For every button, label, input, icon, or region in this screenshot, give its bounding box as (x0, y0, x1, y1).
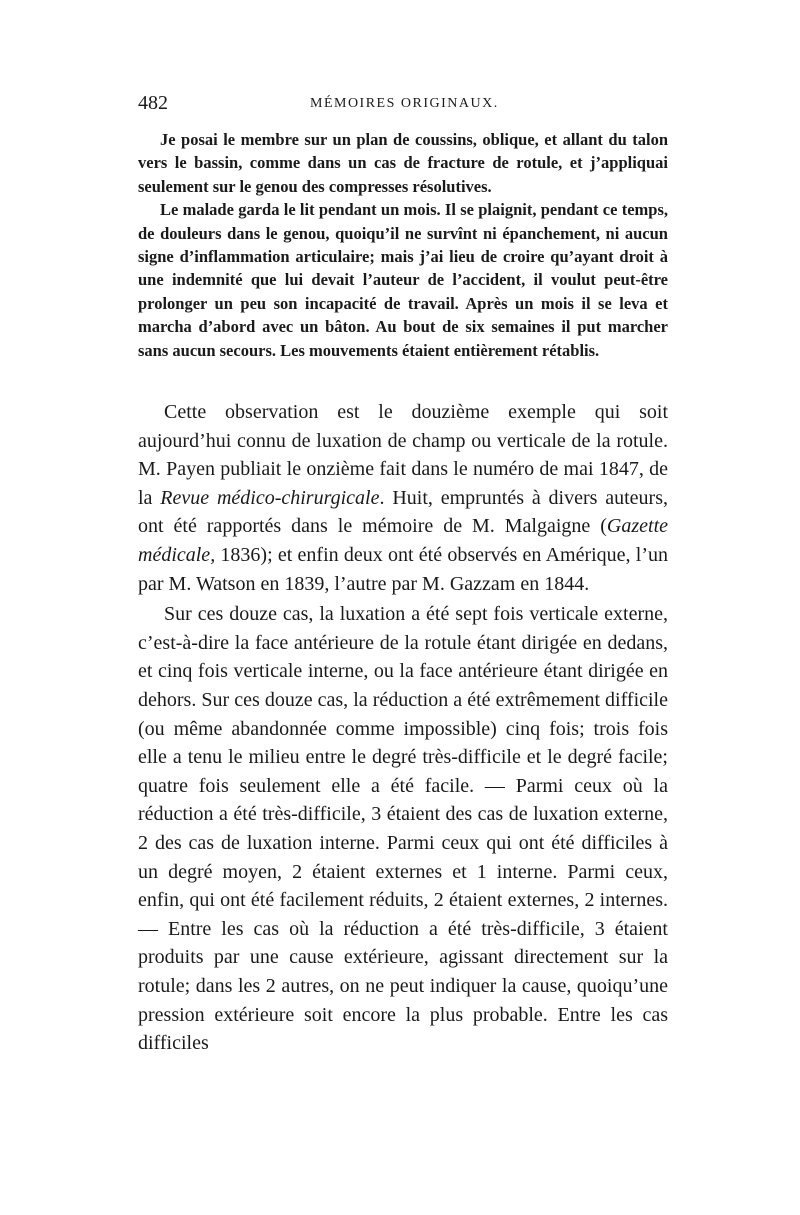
discussion-paragraph-1-part-b: . Huit, empruntés à divers auteurs, ont été rapportés dans le mémoire de M. Malgaigne ( (138, 486, 668, 538)
discussion-paragraph-1 (138, 398, 668, 598)
discussion-paragraph-1-part-a: Cette observation est le douzième exemple qui soit aujourd’hui connu de luxation de champ ou verticale de la rotule. M. Payen publiait le onzième fait dans le numéro de mai 1847, de la (138, 401, 668, 509)
document-page (138, 92, 668, 1058)
page-number: 482 (138, 92, 168, 114)
discussion-text (138, 398, 668, 1058)
case-report-text (138, 128, 668, 362)
discussion-paragraph-1-part-c: 1836); et enfin deux ont été observés en Amérique, l’un par M. Watson en 1839, l’autre par M. Gazzam en 1844. (138, 544, 668, 595)
journal-title-gazette: Gazette médicale, (138, 515, 668, 567)
case-paragraph-1: Je posai le membre sur un plan de coussins, oblique, et allant du talon vers le bassin, comme dans un cas de fracture de rotule, et j’appliquai seulement sur le genou des compresses résolutives. (138, 130, 668, 196)
page-header (138, 92, 668, 128)
case-paragraph-2: Le malade garda le lit pendant un mois. Il se plaignit, pendant ce temps, de douleurs dans le genou, quoiqu’il ne survînt ni épanchement, ni aucun signe d’inflammation articulaire; mais j’ai lieu de croire qu’ayant droit à une indemnité que lui devait l’auteur de l’accident, il voulut peut-être prolonger un peu son incapacité de travail. Après un mois il se leva et marcha d’abord avec un bâton. Au bout de six semaines il put marcher sans aucun secours. Les mouvements étaient entièrement rétablis. (138, 200, 668, 360)
journal-title-revue: Revue médico-chirurgicale (160, 486, 380, 509)
discussion-paragraph-2: Sur ces douze cas, la luxation a été sept fois verticale externe, c’est-à-dire la face antérieure de la rotule étant dirigée en dedans, et cinq fois verticale interne, ou la face antérieure étant dirigée en dehors. Sur ces douze cas, la réduction a été extrêmement difficile (ou même abandonnée comme impossible) cinq fois; trois fois elle a tenu le milieu entre le degré très-difficile et le degré facile; quatre fois seulement elle a été facile. — Parmi ceux où la réduction a été très-difficile, 3 étaient des cas de luxation externe, 2 des cas de luxation interne. Parmi ceux qui ont été difficiles à un degré moyen, 2 étaient externes et 1 interne. Parmi ceux, enfin, qui ont été facilement réduits, 2 étaient externes, 2 internes. — Entre les cas où la réduction a été très-difficile, 3 étaient produits par une cause extérieure, agissant directement sur la rotule; dans les 2 autres, on ne peut indiquer la cause, quoiqu’une pression extérieure soit encore la plus probable. Entre les cas difficiles (138, 603, 668, 1055)
running-title: MÉMOIRES ORIGINAUX. (310, 96, 499, 111)
